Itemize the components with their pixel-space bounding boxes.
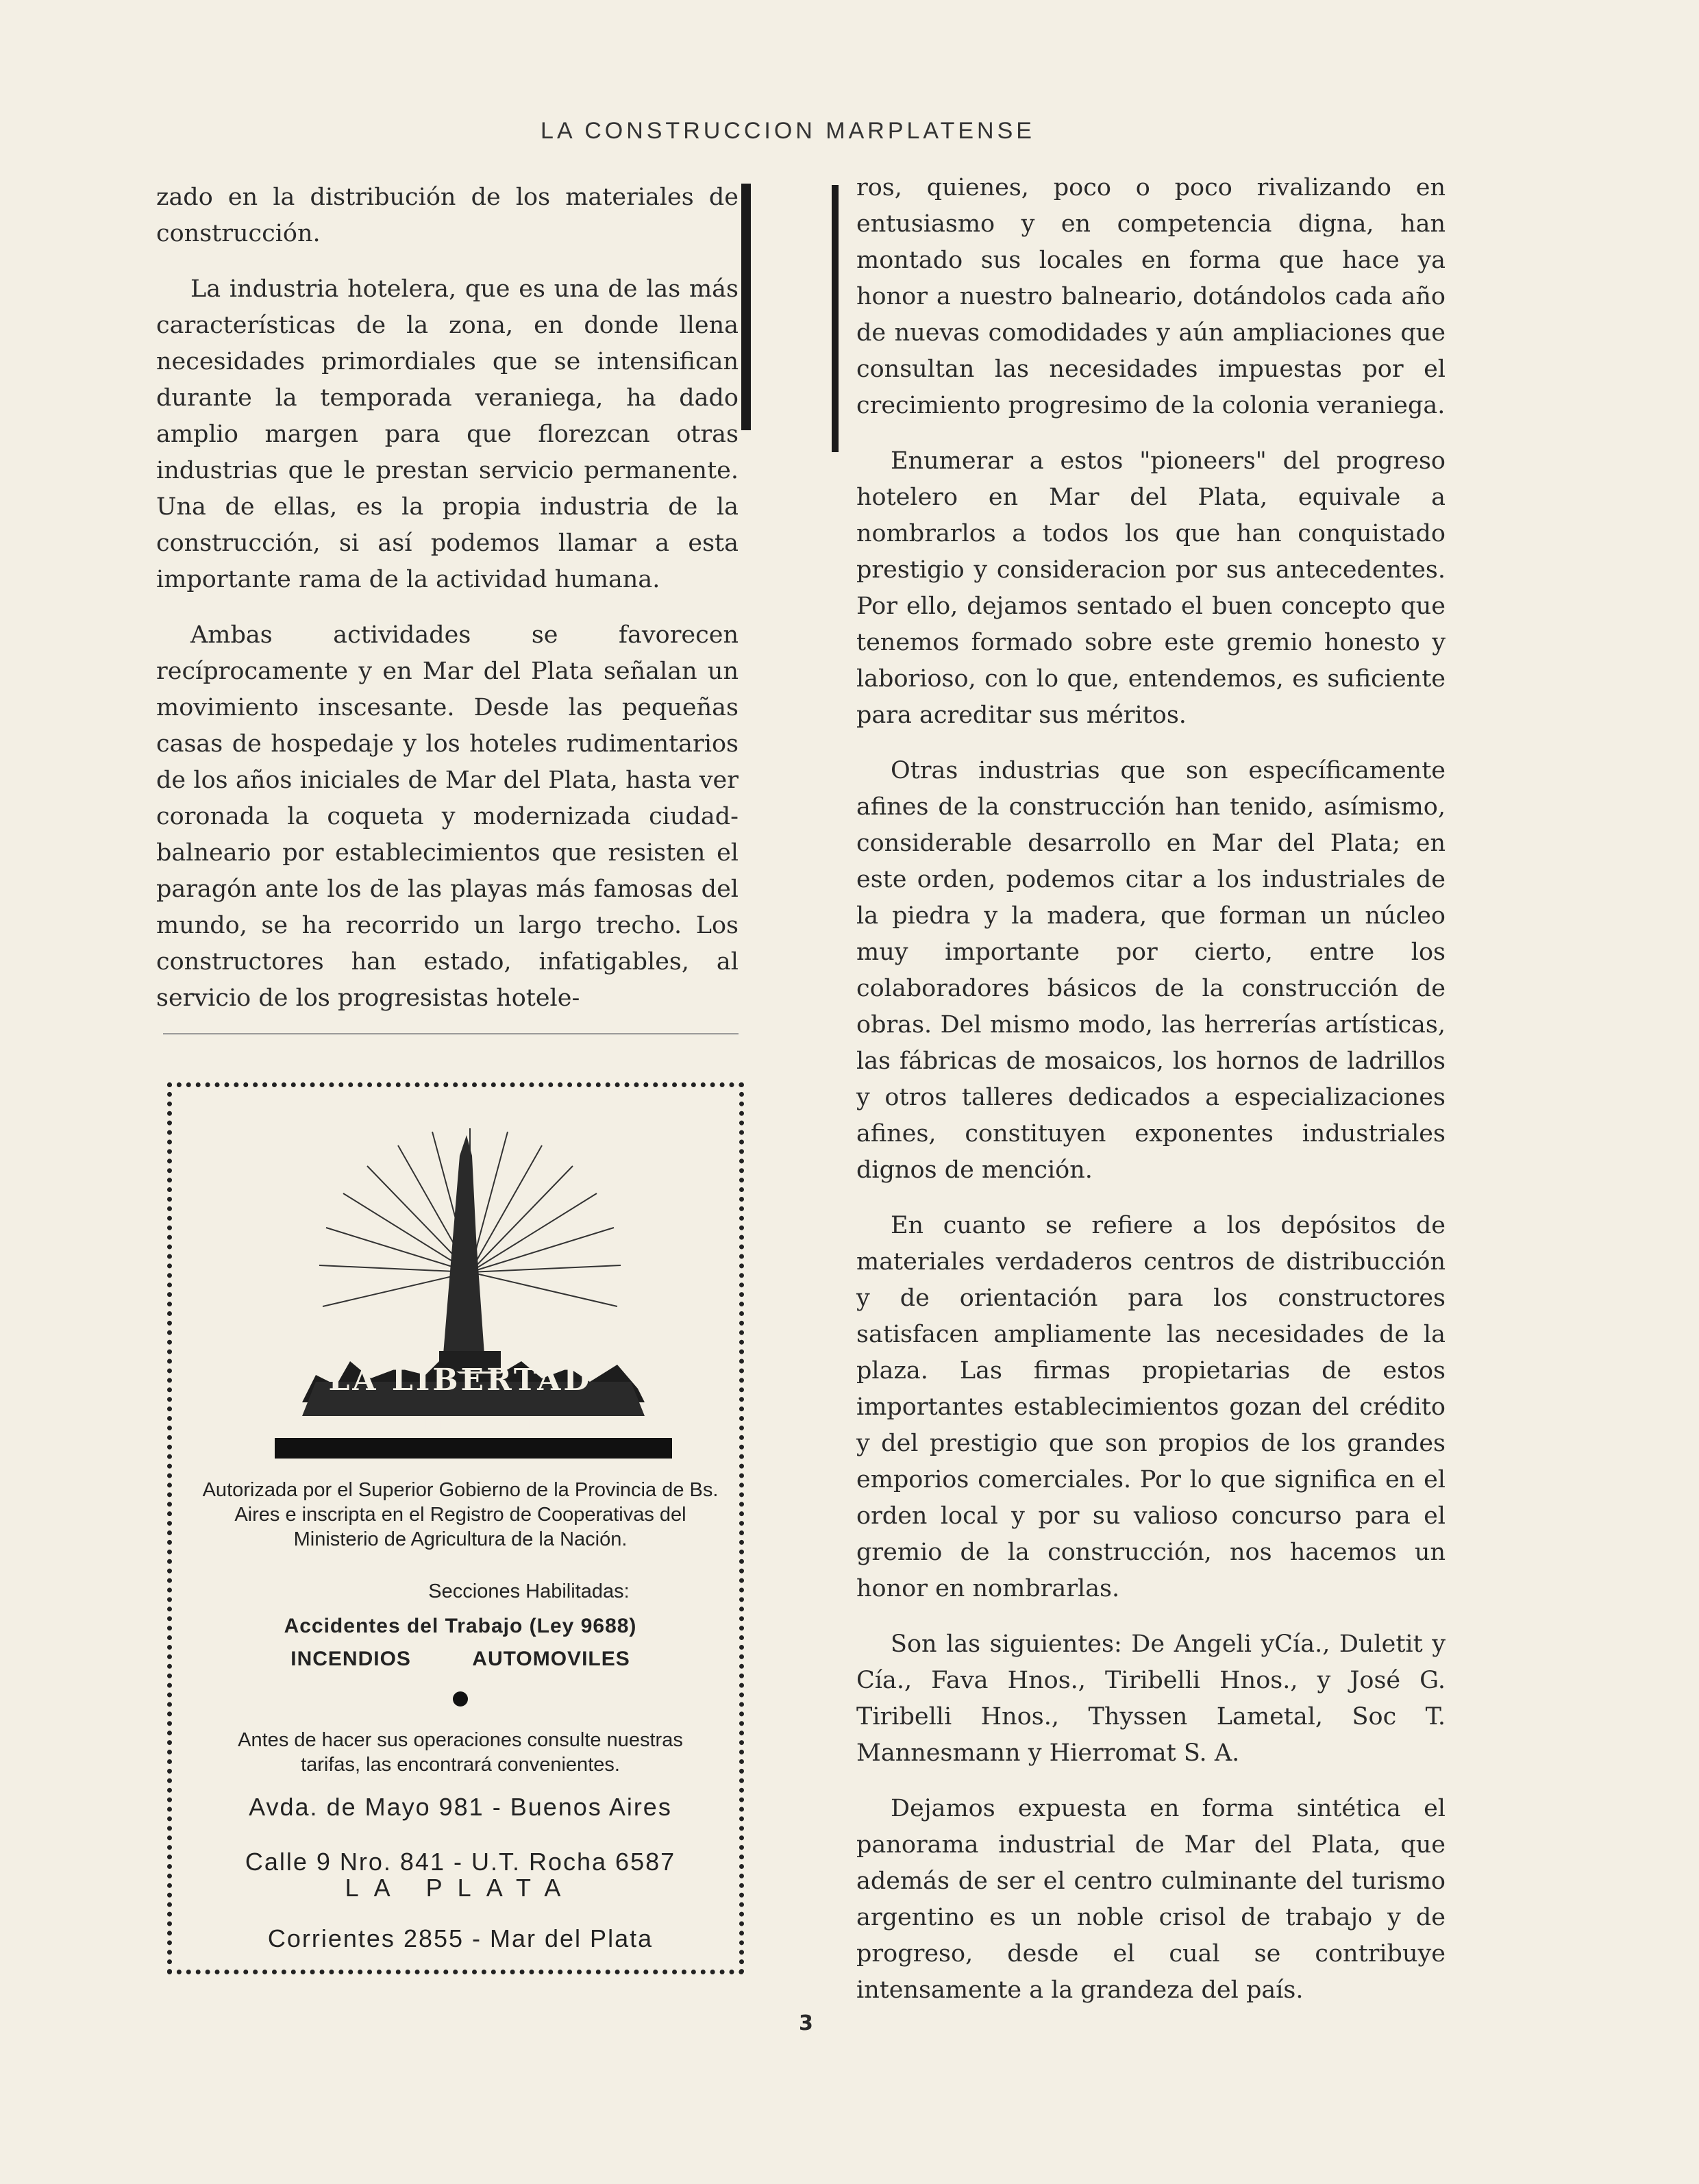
divider-line (163, 1033, 739, 1034)
insurance-advertisement (167, 1082, 744, 1974)
secciones-label: Secciones Habilitadas: (428, 1580, 630, 1602)
print-mark (741, 184, 751, 430)
right-article-column (856, 170, 1446, 2028)
page-number: 3 (799, 2011, 813, 2035)
address-mar-del-plata: Corrientes 2855 - Mar del Plata (267, 1924, 654, 1952)
address-la-plata: Calle 9 Nro. 841 - U.T. Rocha 6587 (245, 1848, 676, 1876)
logo-subtitle: COOPERATIVA DE RIESGOS GENERALES LTDA (290, 1417, 631, 1432)
paragraph: Enumerar a estos "pioneers" del progreso hotelero en Mar del Plata, equivale a nombrarlos a todos los que han conquistado prestigio y consideracion por sus antecedentes. Por ello, dejamos sentado el buen concepto que tenemos formado sobre este gremio honesto y laborioso, con lo que, entendemos, es suficiente para acreditar sus méritos. (856, 447, 1446, 729)
antes-text: Antes de hacer sus operaciones consulte nuestras tarifas, las encontrará convenientes. (238, 1729, 683, 1776)
paragraph: Dejamos expuesta en forma sintética el panorama industrial de Mar del Plata, que además de ser el centro culminante del turismo argentino es un noble crisol de trabajo y de progreso, desde el cual se contribuye intensamente a la grandeza del país. (856, 1795, 1446, 2004)
paragraph: Otras industrias que son específicamente afines de la construcción han tenido, asímismo, considerable desarrollo en Mar del Plata; en este orden, podemos citar a los industriales de la piedra y la madera, que forman un núcleo muy importante por cierto, entre los colaboradores básicos de la construcción de obras. Del mismo modo, las herrerías artísticas, las fábricas de mosaicos, los hornos de ladrillos y otros talleres dedicados a especializaciones afines, constituyen exponentes industriales dignos de mención. (856, 757, 1446, 1184)
bullet-dot (453, 1691, 468, 1707)
print-mark (832, 185, 839, 452)
coverage-list (172, 1648, 749, 1671)
page-header: LA CONSTRUCCION MARPLATENSE (541, 118, 1035, 144)
paragraph: ros, quienes, poco o poco rivalizando en entusiasmo y en competencia digna, han montado sus locales en forma que hace ya honor a nuestro balneario, dotándolos cada año de nuevas comodidades y aún ampliaciones que consultan las necesidades impuestas por el crecimiento progresimo de la colonia veraniega. (856, 174, 1446, 419)
paragraph: La industria hotelera, que es una de las más características de la zona, en donde llena necesidades primordiales que se intensifican durante la temporada veraniega, ha dado amplio margen para que florezcan otras industrias que le prestan servicio permanente. Una de ellas, es la propia industria de la construcción, si así podemos llamar a esta importante rama de la actividad humana. (156, 275, 739, 593)
authorization-text: Autorizada por el Superior Gobierno de la Provincia de Bs. Aires e inscripta en el Registro de Cooperativas del Ministerio de Agricultura de la Nación. (202, 1479, 719, 1550)
city-la-plata: LA PLATA (345, 1874, 576, 1902)
paragraph: Son las siguientes: De Angeli yCía., Duletit y Cía., Fava Hnos., Tiribelli Hnos., y José G. Tiribelli Hnos., Thyssen Lametal, Soc T. Mannesmann y Hierromat S. A. (856, 1630, 1446, 1767)
paragraph: zado en la distribución de los materiales de construcción. (156, 184, 739, 247)
automoviles-text: AUTOMOVILES (472, 1648, 630, 1670)
address-buenos-aires: Avda. de Mayo 981 - Buenos Aires (249, 1793, 672, 1821)
paragraph: Ambas actividades se favorecen recíprocamente y en Mar del Plata señalan un movimiento inscesante. Desde las pequeñas casas de hospedaje y los hoteles rudimentarios de los años iniciales de Mar del Plata, hasta ver coronada la coqueta y modernizada ciudad-balneario por establecimientos que resisten el paragón ante los de las playas más famosas del mundo, se ha recorrido un largo trecho. Los constructores han estado, infatigables, al servicio de los progresistas hotele- (156, 621, 739, 1012)
left-article-column (156, 179, 739, 1036)
paragraph: En cuanto se refiere a los depósitos de materiales verdaderos centros de distribucción y de orientación para los constructores satisfacen ampliamente las necesidades de la plaza. Las firmas propietarias de estos importantes establecimientos gozan del crédito y del prestigio que son propios de los grandes emporios comerciales. Por lo que significa en el orden local y por su valioso concurso para el gremio de la construcción, nos hacemos un honor en nombrarlas. (856, 1212, 1446, 1602)
logo-title: LA LIBERTAD (328, 1363, 593, 1398)
incendios-text: INCENDIOS (290, 1648, 411, 1670)
accidentes-text: Accidentes del Trabajo (Ley 9688) (284, 1615, 637, 1637)
